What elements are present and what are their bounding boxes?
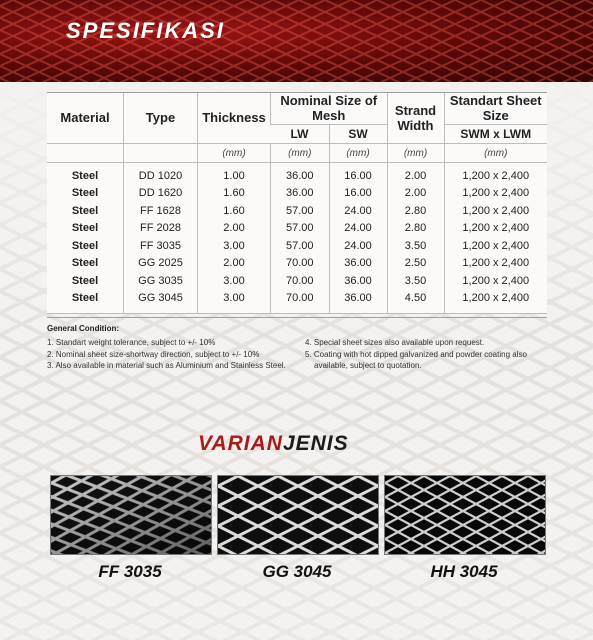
col-header-lw: LW: [290, 126, 309, 141]
cell-material: Steel: [47, 290, 124, 314]
cell-strand: 4.50: [387, 290, 444, 314]
col-header-strand-width: Strand Width: [387, 92, 444, 144]
cell-lw: 70.00: [271, 255, 330, 273]
cell-lw: 57.00: [271, 202, 330, 220]
spec-table: [47, 92, 547, 314]
mesh-sample-hh3045: [384, 475, 546, 555]
table-row: [47, 185, 547, 203]
cell-thickness: 3.00: [198, 237, 271, 255]
cell-type: FF 1628: [124, 202, 198, 220]
cell-type: DD 1620: [124, 185, 198, 203]
cell-strand: 2.00: [387, 185, 444, 203]
variant-label: FF 3035: [98, 562, 162, 581]
cell-lw: 36.00: [271, 185, 330, 203]
cell-material: Steel: [71, 239, 99, 252]
col-header-nominal-size: Nominal Size of Mesh: [271, 92, 388, 125]
cell-sheet: 1,200 x 2,400: [444, 185, 547, 203]
cell-sheet: 1,200 x 2,400: [444, 255, 547, 273]
condition-item: 3. Also available in material such as Aluminium and Stainless Steel.: [47, 361, 286, 370]
cell-sheet: 1,200 x 2,400: [444, 290, 547, 314]
cell-strand: 3.50: [387, 272, 444, 290]
expanded-metal-mesh-image: [385, 476, 545, 554]
table-row: [47, 202, 547, 220]
cell-strand: 3.50: [387, 237, 444, 255]
condition-item: 5. Coating with hot dipped galvanized and powder coating also available, subject to quotation.: [305, 349, 527, 370]
cell-type: GG 3045: [124, 290, 198, 314]
cell-strand: 2.80: [387, 202, 444, 220]
cell-sw: 24.00: [329, 202, 387, 220]
mesh-sample-gg3045: [217, 475, 379, 555]
cell-lw: 57.00: [271, 220, 330, 238]
condition-item: 4. Special sheet sizes also available upon request.: [305, 338, 485, 347]
cell-sw: 36.00: [329, 290, 387, 314]
cell-type: GG 2025: [124, 255, 198, 273]
variants-title-part1: VARIAN: [198, 432, 283, 455]
variant-label: GG 3045: [262, 562, 332, 581]
condition-item: 2. Nominal sheet size-shortway direction, subject to +/- 10%: [47, 349, 260, 359]
col-header-sheet-sub: SWM x LWM: [444, 125, 547, 144]
cell-sheet: 1,200 x 2,400: [444, 272, 547, 290]
table-row: [47, 237, 547, 255]
cell-thickness: 1.60: [198, 202, 271, 220]
col-header-thickness: Thickness: [198, 92, 271, 144]
cell-type: GG 3035: [124, 272, 198, 290]
page-title: SPESIFIKASI: [66, 18, 225, 43]
table-row: [47, 272, 547, 290]
col-header-type: Type: [124, 92, 198, 144]
table-row: [47, 255, 547, 273]
unit-strand: (mm): [387, 144, 444, 163]
unit-thickness: (mm): [198, 144, 271, 163]
cell-sheet: 1,200 x 2,400: [444, 202, 547, 220]
table-row: [47, 163, 547, 185]
cell-sw: 36.00: [329, 272, 387, 290]
cell-type: FF 3035: [124, 237, 198, 255]
cell-sw: 36.00: [329, 255, 387, 273]
cell-material: Steel: [71, 169, 99, 182]
table-row: [47, 220, 547, 238]
conditions-title: General Condition:: [47, 324, 119, 333]
cell-sw: 16.00: [329, 185, 387, 203]
cell-sw: 24.00: [329, 220, 387, 238]
condition-item: 1. Standart weight tolerance, subject to +/- 10%: [47, 338, 216, 347]
cell-sheet: 1,200 x 2,400: [444, 237, 547, 255]
cell-material: Steel: [71, 204, 99, 217]
cell-thickness: 2.00: [198, 255, 271, 273]
cell-sheet: 1,200 x 2,400: [444, 163, 547, 185]
cell-strand: 2.80: [387, 220, 444, 238]
variants-title-part2: JENIS: [282, 432, 349, 455]
mesh-sample-ff3035: [50, 475, 212, 555]
col-header-material: Material: [60, 110, 110, 125]
cell-thickness: 1.60: [198, 185, 271, 203]
cell-material: Steel: [71, 274, 99, 287]
col-header-sheet-size: Standart Sheet Size: [444, 92, 547, 125]
cell-material: Steel: [71, 187, 99, 200]
cell-lw: 36.00: [271, 163, 330, 185]
cell-lw: 57.00: [271, 237, 330, 255]
table-row: [47, 290, 547, 314]
unit-sw: (mm): [329, 144, 387, 163]
cell-thickness: 3.00: [198, 290, 271, 314]
expanded-metal-mesh-image: [51, 476, 211, 554]
cell-material: Steel: [71, 257, 99, 270]
cell-type: FF 2028: [124, 220, 198, 238]
cell-sw: 16.00: [329, 163, 387, 185]
cell-sheet: 1,200 x 2,400: [444, 220, 547, 238]
conditions-right-column: [305, 337, 550, 372]
variants-title: [198, 432, 349, 456]
cell-thickness: 1.00: [198, 163, 271, 185]
header-banner: [0, 0, 593, 82]
col-header-sw: SW: [329, 125, 387, 144]
conditions-left-column: [47, 337, 302, 372]
cell-thickness: 3.00: [198, 272, 271, 290]
expanded-metal-mesh-image: [218, 476, 378, 554]
variant-label: HH 3045: [430, 562, 498, 581]
unit-lw: (mm): [271, 144, 330, 163]
cell-thickness: 2.00: [198, 220, 271, 238]
cell-type: DD 1020: [124, 163, 198, 185]
cell-lw: 70.00: [271, 272, 330, 290]
unit-sheet: (mm): [444, 144, 547, 163]
cell-sw: 24.00: [329, 237, 387, 255]
cell-material: Steel: [71, 222, 99, 235]
cell-strand: 2.00: [387, 163, 444, 185]
cell-strand: 2.50: [387, 255, 444, 273]
cell-lw: 70.00: [271, 290, 330, 314]
